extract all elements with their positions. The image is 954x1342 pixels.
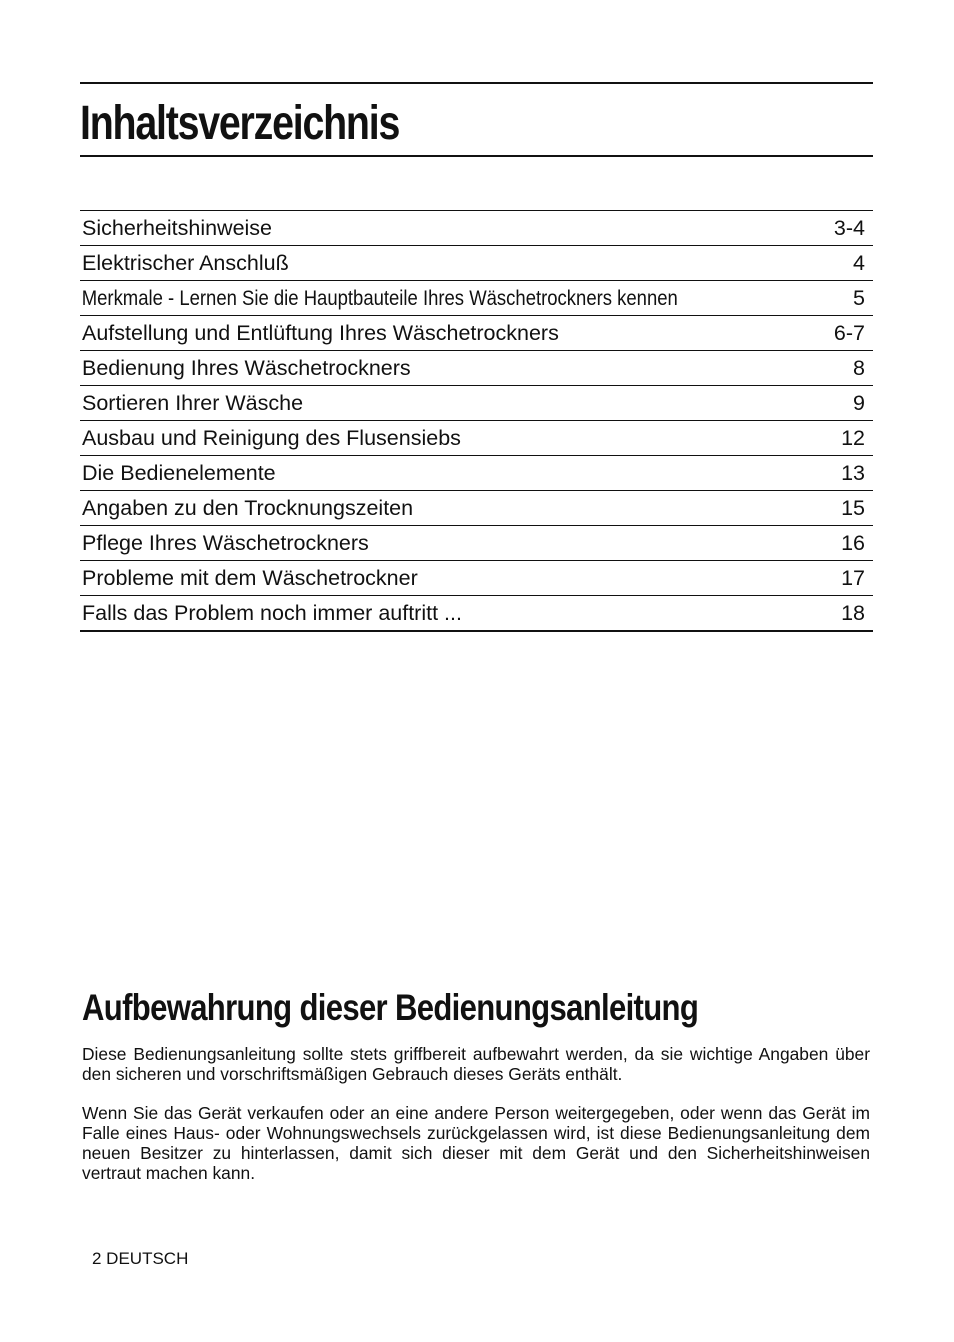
toc-entry-label: Sortieren Ihrer Wäsche [82, 391, 304, 415]
toc-entry-label: Merkmale - Lernen Sie die Hauptbauteile Ihres Wäschetrockners kennen [81, 286, 678, 310]
toc-row[interactable] [80, 596, 873, 632]
top-rule [80, 82, 873, 84]
toc-entry-page: 9 [853, 391, 865, 415]
toc-entry-page: 3-4 [833, 216, 865, 240]
toc-entry-page: 17 [841, 566, 865, 590]
toc-entry-page: 4 [853, 251, 865, 275]
title-rule [80, 155, 873, 157]
toc-entry-label: Pflege Ihres Wäschetrockners [82, 531, 369, 555]
page-footer: 2 DEUTSCH [92, 1249, 189, 1268]
toc-entry-label: Bedienung Ihres Wäschetrockners [82, 356, 411, 380]
toc-entry-label: Probleme mit dem Wäschetrockner [82, 566, 418, 590]
toc-entry-label: Die Bedienelemente [82, 461, 276, 485]
toc-entry-page: 16 [841, 531, 865, 555]
toc-row[interactable] [80, 386, 873, 421]
toc-entry-page: 6-7 [833, 321, 865, 345]
page-title: Inhaltsverzeichnis [80, 97, 400, 150]
toc-entry-page: 5 [853, 286, 865, 310]
toc-row[interactable] [80, 246, 873, 281]
body-paragraph: Diese Bedienungsanleitung sollte stets griffbereit aufbewahrt werden, da sie wichtige Angaben über den sicheren und vorschriftsmäßigen Gebrauch dieses Geräts enthält. [82, 1044, 870, 1084]
toc-row[interactable] [80, 456, 873, 491]
toc-entry-page: 15 [841, 496, 865, 520]
toc-entry-page: 13 [841, 461, 865, 485]
toc-row[interactable] [80, 526, 873, 561]
toc-entry-label: Aufstellung und Entlüftung Ihres Wäschetrockners [82, 321, 559, 345]
toc-entry-label: Ausbau und Reinigung des Flusensiebs [82, 426, 461, 450]
table-of-contents [80, 210, 873, 632]
toc-row[interactable] [80, 491, 873, 526]
toc-entry-page: 18 [841, 601, 865, 625]
toc-row[interactable] [80, 316, 873, 351]
toc-entry-page: 12 [841, 426, 865, 450]
toc-entry-label: Falls das Problem noch immer auftritt ... [82, 601, 462, 625]
toc-row[interactable] [80, 351, 873, 386]
toc-row[interactable] [80, 281, 873, 316]
toc-row[interactable] [80, 421, 873, 456]
toc-entry-label: Angaben zu den Trocknungszeiten [82, 496, 414, 520]
toc-row[interactable] [80, 561, 873, 596]
toc-entry-page: 8 [853, 356, 865, 380]
section-heading: Aufbewahrung dieser Bedienungsanleitung [82, 987, 699, 1028]
body-paragraph: Wenn Sie das Gerät verkaufen oder an eine andere Person weitergegeben, oder wenn das Gerät im Falle eines Haus- oder Wohnungswechsels zurückgelassen wird, ist diese Bedienungsanleitung dem neuen Besitzer zu hinterlassen, damit sich dieser mit dem Gerät und den Sicherheitshinweisen vertraut machen kann. [82, 1103, 870, 1183]
toc-row[interactable] [80, 211, 873, 246]
toc-entry-label: Sicherheitshinweise [82, 216, 273, 240]
toc-entry-label: Elektrischer Anschluß [82, 251, 289, 275]
